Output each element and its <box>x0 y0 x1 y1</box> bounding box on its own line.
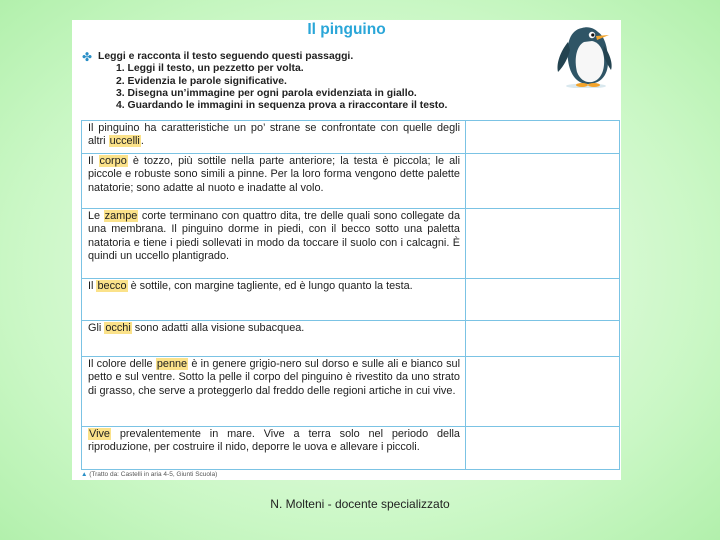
drawing-box[interactable] <box>466 154 620 209</box>
step-item: 1. Leggi il testo, un pezzetto per volta. <box>116 63 304 75</box>
keyword-highlight: occhi <box>105 322 131 334</box>
table-row <box>82 321 620 357</box>
table-row <box>82 209 620 279</box>
keyword-highlight: Vive <box>89 428 110 440</box>
table-row <box>82 121 620 154</box>
keyword-highlight: zampe <box>104 210 138 222</box>
triangle-marker-icon: ▲ <box>81 471 88 478</box>
keyword-highlight: becco <box>97 280 127 292</box>
drawing-box[interactable] <box>466 121 620 154</box>
table-row <box>82 279 620 321</box>
source-credit: ▲ (Tratto da: Castelli in aria 4-5, Giunti Scuola) <box>81 471 218 478</box>
drawing-box[interactable] <box>466 209 620 279</box>
penguin-illustration <box>546 22 620 88</box>
text-cell: Il pinguino ha caratteristiche un po’ strane se confrontate con quelle degli altri uccelli. <box>82 121 466 154</box>
footer-author: N. Molteni - docente specializzato <box>270 497 450 511</box>
steps-list <box>82 63 552 112</box>
clover-icon: ✤ <box>82 50 93 64</box>
table-row <box>82 154 620 209</box>
text-cell: Le zampe corte terminano con quattro dita, tre delle quali sono collegate da una membrana. Il pinguino dorme in piedi, con il becco sotto una paletta natatoria e tiene i piedi sollevati in modo da toccare il suolo con i calcagni. È quindi un uccello plantigrado. <box>82 209 466 279</box>
step-item: 2. Evidenzia le parole significative. <box>116 75 287 87</box>
worksheet-title: Il pinguino <box>307 21 386 38</box>
instructions-text: Leggi e racconta il testo seguendo questi passaggi. <box>98 51 354 62</box>
keyword-highlight: penne <box>156 358 188 370</box>
keyword-highlight: corpo <box>99 155 127 167</box>
text-cell: Il corpo è tozzo, più sottile nella parte anteriore; la testa è piccola; le ali piccole e robuste sono simili a pinne. Per la loro forma vengono dette palette natatorie; sono adatte al nuoto e inadatte al volo. <box>82 154 466 209</box>
text-cell: Vive prevalentemente in mare. Vive a terra solo nel periodo della riproduzione, per costruire il nido, deporre le uova e allevare i piccoli. <box>82 427 466 470</box>
keyword-highlight: uccelli <box>109 135 140 148</box>
text-cell: Gli occhi sono adatti alla visione subacquea. <box>82 321 466 357</box>
instructions <box>82 51 552 112</box>
drawing-box[interactable] <box>466 427 620 470</box>
instructions-header <box>82 51 552 63</box>
table-row <box>82 427 620 470</box>
text-cell: Il becco è sottile, con margine tagliente, ed è lungo quanto la testa. <box>82 279 466 321</box>
drawing-box[interactable] <box>466 357 620 427</box>
text-table <box>81 120 620 470</box>
text-cell: Il colore delle penne è in genere grigio-nero sul dorso e sulle ali e bianco sul petto e sul ventre. Sotto la pelle il corpo del pinguino è rivestito da uno strato di grasso, che serve a proteggerlo dal freddo delle regioni artiche in cui vive. <box>82 357 466 427</box>
drawing-box[interactable] <box>466 321 620 357</box>
step-item: 4. Guardando le immagini in sequenza prova a riraccontare il testo. <box>116 100 448 112</box>
table-row <box>82 357 620 427</box>
worksheet-page <box>72 20 621 480</box>
step-item: 3. Disegna un’immagine per ogni parola evidenziata in giallo. <box>116 87 417 99</box>
drawing-box[interactable] <box>466 279 620 321</box>
